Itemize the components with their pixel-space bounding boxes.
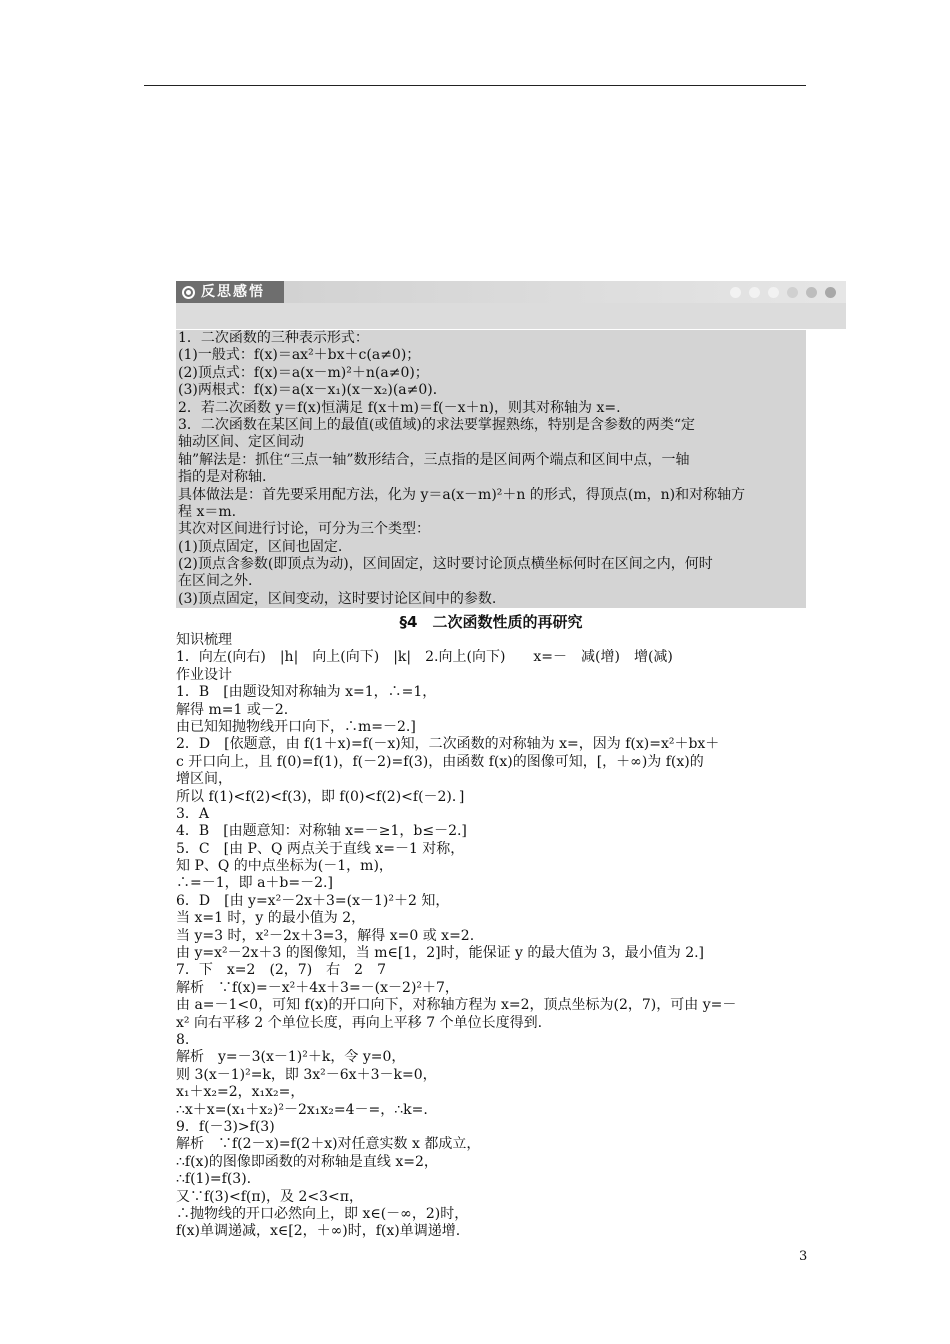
body-line: 由已知知抛物线开口向下，∴m=－2.]	[176, 718, 416, 735]
body-line: f(x)单调递减，x∈[2，＋∞)时，f(x)单调递增.	[176, 1223, 461, 1240]
dot-icon	[825, 287, 836, 298]
body-line: x² 向右平移 2 个单位长度，再向上平移 7 个单位长度得到.	[176, 1014, 543, 1031]
body-line: 解析 ∵f(x)=－x²＋4x＋3=－(x－2)²＋7，	[176, 979, 459, 996]
banner-dots	[730, 287, 836, 298]
body-line: 4．B [由题意知：对称轴 x=－≥1，b≤－2.]	[176, 823, 467, 840]
body-line: ∴x＋x=(x₁＋x₂)²－2x₁x₂=4－=，∴k=.	[176, 1101, 428, 1118]
section-title: §4 二次函数性质的再研究	[399, 613, 583, 631]
reflection-line: 轴”解法是：抓住“三点一轴”数形结合，三点指的是区间两个端点和区间中点，一轴	[176, 452, 806, 469]
body-line: 9．f(－3)>f(3)	[176, 1118, 275, 1135]
body-line: 作业设计	[176, 666, 232, 683]
reflection-line: 1．二次函数的三种表示形式：	[176, 330, 806, 347]
body-line: x₁＋x₂=2，x₁x₂=，	[176, 1084, 305, 1101]
banner-strip	[284, 281, 846, 303]
reflection-line: 轴动区间、定区间动	[176, 434, 806, 451]
reflection-line: (2)顶点式：f(x)＝a(x－m)²＋n(a≠0)；	[176, 365, 806, 382]
bullet-circle-icon	[182, 286, 195, 299]
reflection-line: 指的是对称轴.	[176, 469, 806, 486]
reflection-block	[176, 330, 806, 608]
dot-icon	[749, 287, 760, 298]
body-line: 则 3(x－1)²=k，即 3x²－6x＋3－k=0，	[176, 1066, 437, 1083]
reflection-line: 3．二次函数在某区间上的最值(或值域)的求法要掌握熟练，特别是含参数的两类“定	[176, 417, 806, 434]
reflection-line: (1)一般式：f(x)＝ax²＋bx＋c(a≠0)；	[176, 347, 806, 364]
body-line: 知识梳理	[176, 632, 232, 648]
body-line: 增区间，	[176, 771, 232, 788]
answer-body	[176, 632, 816, 1258]
banner-label	[176, 281, 284, 303]
dot-icon	[787, 287, 798, 298]
body-line: c 开口向上，且 f(0)=f(1)，f(－2)=f(3)，由函数 f(x)的图像可知，[，＋∞)为 f(x)的	[176, 753, 704, 770]
reflection-line: 在区间之外.	[176, 573, 806, 590]
reflection-line: 具体做法是：首先要采用配方法，化为 y＝a(x－m)²＋n 的形式，得顶点(m，n)和对称轴方	[176, 487, 806, 504]
reflection-line: 程 x＝m.	[176, 504, 806, 521]
body-line: 解析 ∵f(2－x)=f(2＋x)对任意实数 x 都成立，	[176, 1136, 481, 1153]
body-line: 当 y=3 时，x²－2x＋3=3，解得 x=0 或 x=2.	[176, 927, 475, 944]
body-line: 5．C [由 P、Q 两点关于直线 x=－1 对称，	[176, 840, 465, 857]
body-line: ∴抛物线的开口必然向上，即 x∈(－∞，2)时，	[176, 1205, 469, 1222]
body-line: 2．D [依题意，由 f(1＋x)=f(－x)知，二次函数的对称轴为 x=，因为 f(x)=x²＋bx＋	[176, 736, 720, 753]
body-line: 7．下 x=2 (2，7) 右 2 7	[176, 962, 386, 979]
reflection-line: (3)顶点固定，区间变动，这时要讨论区间中的参数.	[176, 591, 806, 608]
body-line: 8.	[176, 1031, 190, 1048]
body-line: ∴=－1，即 a＋b=－2.]	[176, 875, 333, 892]
body-line: 知 P、Q 的中点坐标为(－1，m)，	[176, 858, 393, 875]
body-line: ∴f(x)的图像即函数的对称轴是直线 x=2，	[176, 1153, 438, 1170]
body-line: 所以 f(1)<f(2)<f(3)，即 f(0)<f(2)<f(－2)．]	[176, 788, 465, 805]
reflection-line: 其次对区间进行讨论，可分为三个类型：	[176, 521, 806, 538]
body-line: 当 x=1 时，y 的最小值为 2，	[176, 910, 366, 927]
dot-icon	[806, 287, 817, 298]
dot-icon	[768, 287, 779, 298]
body-line: 1．B [由题设知对称轴为 x=1，∴=1，	[176, 684, 437, 701]
body-line: 又∵f(3)<f(π)，及 2<3<π，	[176, 1188, 363, 1205]
body-line: 解得 m=1 或－2.	[176, 701, 289, 718]
page-number: 3	[799, 1249, 808, 1264]
reflection-line: (2)顶点含参数(即顶点为动)，区间固定，这时要讨论顶点横坐标何时在区间之内，何时	[176, 556, 806, 573]
body-line: 解析 y=－3(x－1)²＋k，令 y=0，	[176, 1049, 406, 1066]
body-line: 6．D [由 y=x²－2x＋3=(x－1)²＋2 知，	[176, 892, 450, 909]
top-rule	[144, 85, 806, 86]
reflection-banner	[176, 281, 846, 329]
dot-icon	[730, 287, 741, 298]
body-line: 由 a=－1<0，可知 f(x)的开口向下，对称轴方程为 x=2，顶点坐标为(2，7)，可由 y=－	[176, 997, 737, 1014]
reflection-line: (1)顶点固定，区间也固定.	[176, 539, 806, 556]
body-line: 1．向左(向右) |h| 向上(向下) |k| 2.向上(向下) x=－ 减(增) 增(减)	[176, 649, 673, 666]
body-line	[176, 1241, 816, 1258]
reflection-line: 2．若二次函数 y＝f(x)恒满足 f(x＋m)＝f(－x＋n)，则其对称轴为 x=.	[176, 400, 806, 417]
body-line: 3．A	[176, 805, 210, 822]
body-line: ∴f(1)=f(3).	[176, 1171, 252, 1188]
body-line: 由 y=x²－2x＋3 的图像知，当 m∈[1，2]时，能保证 y 的最大值为 3，最小值为 2.]	[176, 945, 705, 962]
banner-title: 反思感悟	[201, 284, 265, 300]
reflection-line: (3)两根式：f(x)＝a(x－x₁)(x－x₂)(a≠0)．	[176, 382, 806, 399]
